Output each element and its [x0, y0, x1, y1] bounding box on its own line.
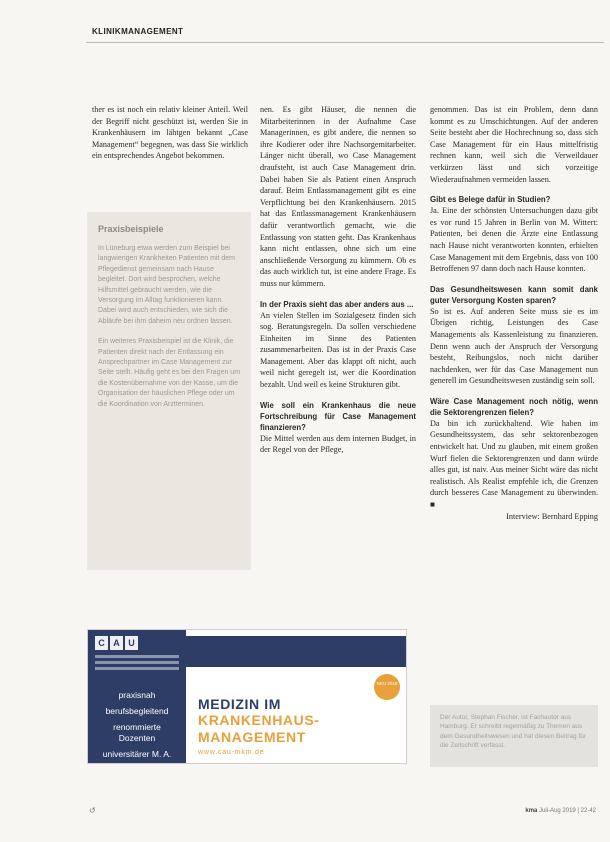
- footer: [525, 808, 596, 814]
- logo-letter: A: [110, 636, 123, 650]
- cau-logo: [95, 636, 138, 650]
- ad-features: [94, 690, 180, 765]
- paragraph: nen. Es gibt Häuser, die nennen die Mitarbeiterinnen in der Aufnahme Case Managerinnen, es gibt andere, die nennen so ihre Kodierer oder ihre Nachsorgemitarbeiter. Länger nicht überall, wo Case Management draufsteht, ist auch Case Management drin. Dabei haben Sie als Patient einen Anspruch darauf. Beim Entlassmanagement gibt es eine Verpflichtung bei den Krankenhäusern. 2015 hat das Entlassmanagement Krankenhäusern dafür verantwortlich gemacht, wie die Entlassung von statten geht. Das Krankenhaus kann nicht entlassen, ohne sich um eine anschließende Versorgung zu kümmern. Ob es das auch wirklich tut, ist eine andere Frage. Es muss nur kümmern.: [260, 105, 416, 288]
- praxis-paragraph: Ein weiteres Praxisbeispiel ist die Klinik, die Patienten direkt nach der Entlassung ein Ansprechpartner im Case Management zur Seite stellt. Häufig geht es bei den Fragen um die Kostenübernahme von der Kasse, um die Organisation der häuslichen Pflege oder um die Koordination von Arztterminen.: [98, 338, 241, 408]
- ad-top-band: [186, 636, 406, 667]
- answer-paragraph: So ist es. Auf anderen Seite muss sie es im Übrigen richtig, Leistungen des Case Managements als Kassenleistung zu finanzieren. Denn wenn auch der Anspruch der Versorgung besteht, Reibungslos, noch nicht darüber nachdenken, wer für das Case Management nun generell im Gesundheitswesen zuständig sein soll.: [430, 306, 598, 386]
- praxis-title: Praxisbeispiele: [98, 224, 164, 234]
- end-mark: ■: [430, 500, 435, 510]
- question-heading: In der Praxis sieht das aber anders aus ...: [260, 299, 414, 309]
- question-heading: Das Gesundheitswesen kann somit dank guter Versorgung Kosten sparen?: [430, 284, 598, 305]
- ad-url-link[interactable]: www.cau-mkm.de: [198, 749, 265, 756]
- paragraph: ther es ist noch ein relativ kleiner Anteil. Weil der Begriff nicht geschützt ist, werden Sie in Krankenhäusern im lähtgen bekannt „Case Management“ begegnen, was dass Sie wirklich ein entsprechendes Angebot bekommen.: [92, 105, 248, 161]
- column-2: [260, 104, 416, 456]
- issue-info: Juli-Aug 2019 | 22-42: [539, 808, 596, 814]
- advertisement[interactable]: [87, 629, 407, 764]
- ad-left-panel: [88, 630, 186, 763]
- question-heading: Wäre Case Management noch nötig, wenn die Sektorengrenzen fielen?: [430, 396, 598, 417]
- author-note-text: Der Autor, Stephan Fischer, ist Fachautor aus Hamburg. Er schreibt regelmäßig zu Themen aus dem Gesundheitswesen und hat diesen Beitrag für die Zeitschrift verfasst.: [440, 714, 586, 749]
- column-3: [430, 104, 598, 522]
- ad-headline-accent: KRANKENHAUS-MANAGEMENT: [198, 712, 320, 745]
- column-1: [92, 104, 248, 162]
- answer-paragraph: Die Mittel werden aus dem internen Budget, in der Regel von der Pflege,: [260, 433, 416, 455]
- praxis-text: [98, 244, 241, 420]
- magazine-name: kma: [525, 808, 538, 814]
- praxis-box: [87, 212, 251, 570]
- ad-headline: MEDIZIN IM: [198, 696, 281, 712]
- ad-feature: universitärer M. A.: [102, 749, 172, 759]
- answer-paragraph: Ja. Eine der schönsten Untersuchungen dazu gibt es vor rund 15 Jahren in Berlin von M. Wittert: Patienten, bei denen die Ärzte eine Entlassung nach Hause nicht verantworten konnten, erhielten Case Management mit dem Ergebnis, dass von 100 Betroffenen 97 dann doch nach Hause konnten.: [430, 206, 598, 274]
- answer-text: Da bin ich zurückhaltend. Wie haben im Gesundheitssystem, das sehr sektorenbezogen entwickelt hat. Und zu glauben, mit einem großen Wurf fielen die Sektorengrenzen und dann würde alles gut, ist naiv. Aus meiner Sicht wäre das nicht realistisch. Als Realist empfehle ich, die Grenzen durch besseres Case Management zu überwinden.: [430, 418, 598, 498]
- paragraph: genommen. Das ist ein Problem, denn dann kommt es zu Umschichtungen. Auf der anderen Seite besteht aber die Hochrechnung so, dass sich Case Management für ein Haus mittelfristig rechnen kann, weil sich die Verweildauer verkürzen lässt und sich vorzeitige Wiederaufnahmen vermeiden lassen.: [430, 105, 598, 184]
- logo-letter: C: [95, 636, 108, 650]
- section-label: KLINIKMANAGEMENT: [92, 27, 184, 36]
- ad-feature: praxisnah: [118, 690, 156, 700]
- answer-paragraph: [430, 418, 598, 511]
- answer-paragraph: An vielen Stellen im Sozialgesetz finden sich sog. Beratungsregeln. Da sollen verschiedene Einheiten im Sinne des Patienten zusammenarbeiten. Das ist in der Praxis Case Management. Aber das klappt oft nicht, auch weil nicht geregelt ist, wer die Koordination bezahlt. Und weil es keine Strukturen gibt.: [260, 310, 416, 390]
- logo-lines: [95, 655, 179, 673]
- ad-feature: berufsbegleitend: [105, 706, 169, 716]
- question-heading: Gibt es Belege dafür in Studien?: [430, 195, 551, 205]
- ad-right-panel: [186, 630, 406, 763]
- ad-feature: renommierte Dozenten: [113, 722, 161, 743]
- top-rule: [86, 42, 604, 43]
- new-badge: NEU 2019: [374, 674, 400, 700]
- question-heading: Wie soll ein Krankenhaus die neue Fortschreibung für Case Management finanzieren?: [260, 400, 416, 432]
- author-note: [430, 705, 598, 767]
- interview-credit: Interview: Bernhard Epping: [506, 511, 598, 521]
- praxis-paragraph: In Lüneburg etwa werden zum Beispiel bei langwierigen Krankheiten Patienten mit dem Pflegedienst gemeinsam nach Hause begleitet. Dort wird besprochen, welche Hilfsmittel gebraucht werden, wie die Versorgung im Alltag funktionieren kann. Dabei wird auch entschieden, wie sich die Abläufe bei ihm daheim neu ordnen lassen.: [98, 245, 235, 325]
- logo-letter: U: [125, 636, 138, 650]
- page-corner-mark: ↺: [89, 806, 96, 815]
